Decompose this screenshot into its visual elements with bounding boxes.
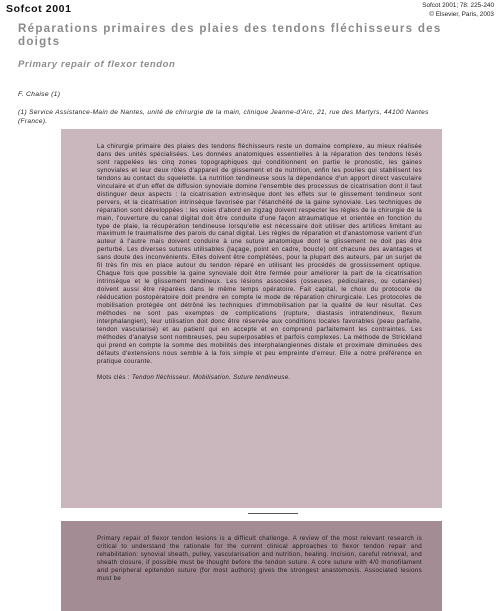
affiliation: (1) Service Assistance-Main de Nantes, unité de chirurgie de la main, clinique Jeanne-d'Arc, 21, rue des Martyrs, 44100 Nantes (France).	[18, 109, 429, 125]
citation-line-2: © Elsevier, Paris, 2003	[429, 10, 494, 18]
author: F. Chaise (1)	[18, 91, 61, 98]
journal-name: Sofcot 2001	[6, 3, 72, 15]
abstract-english-text: Primary repair of flexor tendon lesions is a difficult challenge. A review of the most relevant research is critical to understand the rationale for the current clinical approaches to flexor tendon repair and rehabilitation: synovial sheath, pulley, vascularisation and nutrition, healing. Incision, careful retrieval, and sheath closure, if possible must be thought before the tendon suture. A core suture with 4/0 monofilament and peripheral epitendon suture (for most authors) gives the strongest anastomosis. Associated lesions must be	[97, 535, 422, 582]
abstract-french-text: La chirurgie primaire des plaies des tendons fléchisseurs reste un domaine complexe, au mieux réalisée dans des unités spécialisées. Les données anatomiques essentielles à la réparation des tendons lésés sont rappelées les cinq zones topographiques qui conditionnent en partie le pronostic, les gaines synoviales et leur deux rôles d'appareil de glissement et de nutrition, enfin les poulies qui stabilisent les tendons au contact du squelette. La nutrition tendineuse sous la dépendance d'un apport direct vasculaire vinculaire et d'un effet de diffusion synoviale domine l'ensemble des processus de cicatrisation dont il faut distinguer deux aspects : la cicatrisation extrinsèque dont les effets sur le glissement tendineux sont pervers, et la cicatrisation intrinsèque favorisée par l'étanchéité de la gaine synoviale. Les techniques de réparation sont développées : les voies d'abord en zigzag doivent respecter les règles de la chirurgie de la main, l'ouverture du canal digital doit être conduite d'une façon atraumatique et orientée en fonction du type de plaie, la récupération tendineuse lorsqu'elle est nécessaire doit utiliser des artifices limitant au maximum le traumatisme des parois du canal digital. Les règles de réparation et d'anastomose varient d'un auteur à l'autre mais doivent conduire à une suture anatomique dont le glissement ne doit pas être perturbé. Les diverses sutures utilisables (laçage, point en cadre, boucle) ont chacune des avantages et sans doute des inconvénients. Elles doivent être complétées, pour la plupart des auteurs, par un surjet de fil très fin mis en place autour du tendon réparé en utilisant les procédés de grossissement optique. Chaque fois que possible la gaine synoviale doit être fermée pour améliorer la part de la cicatrisation intrinsèque et le glissement tendineux. Les lésions associées (osseuses, pédiculaires, ou cutanées) doivent aussi être réparées dans le même temps opératoire. Fait capital, le choix du protocole de rééducation postopératoire doit prendre en compte le mode de réparation chirurgicale. Les protocoles de mobilisation protégée ont détrôné les techniques d'immobilisation par la qualité de leur résultat. Ces méthodes ne sont pas exemptes de complications (rupture, diastasis intratendineux, flexum interphalangien), leur utilisation doit donc être réservée aux conditions locales favorables (peau parfaite, tendon vascularisé) et au patient qui en accepte et en comprend parfaitement les contraintes. Les méthodes d'analyse sont nombreuses, peu superposables et parfois complexes. La méthode de Strickland qui prend en compte la somme des mobilités des interphalangiennes distale et proximale diminuées des défauts d'extensions nous semble à la fois simple et peu empreinte d'erreur. Elle a notre préférence en pratique courante.	[97, 143, 422, 365]
section-divider	[248, 513, 298, 514]
article-title: Réparations primaires des plaies des tendons fléchisseurs des doigts	[18, 22, 442, 48]
keywords	[97, 374, 422, 381]
keywords-list: Tendon fléchisseur. Mobilisation. Suture tendineuse.	[131, 373, 291, 381]
citation-line-1: Sofcot 2001; 78: 225-240	[422, 2, 494, 9]
keywords-label: Mots clés :	[97, 373, 130, 381]
abstract-french	[61, 129, 442, 508]
citation	[334, 2, 494, 19]
article-subtitle: Primary repair of flexor tendon	[18, 59, 176, 70]
abstract-english	[61, 521, 442, 611]
